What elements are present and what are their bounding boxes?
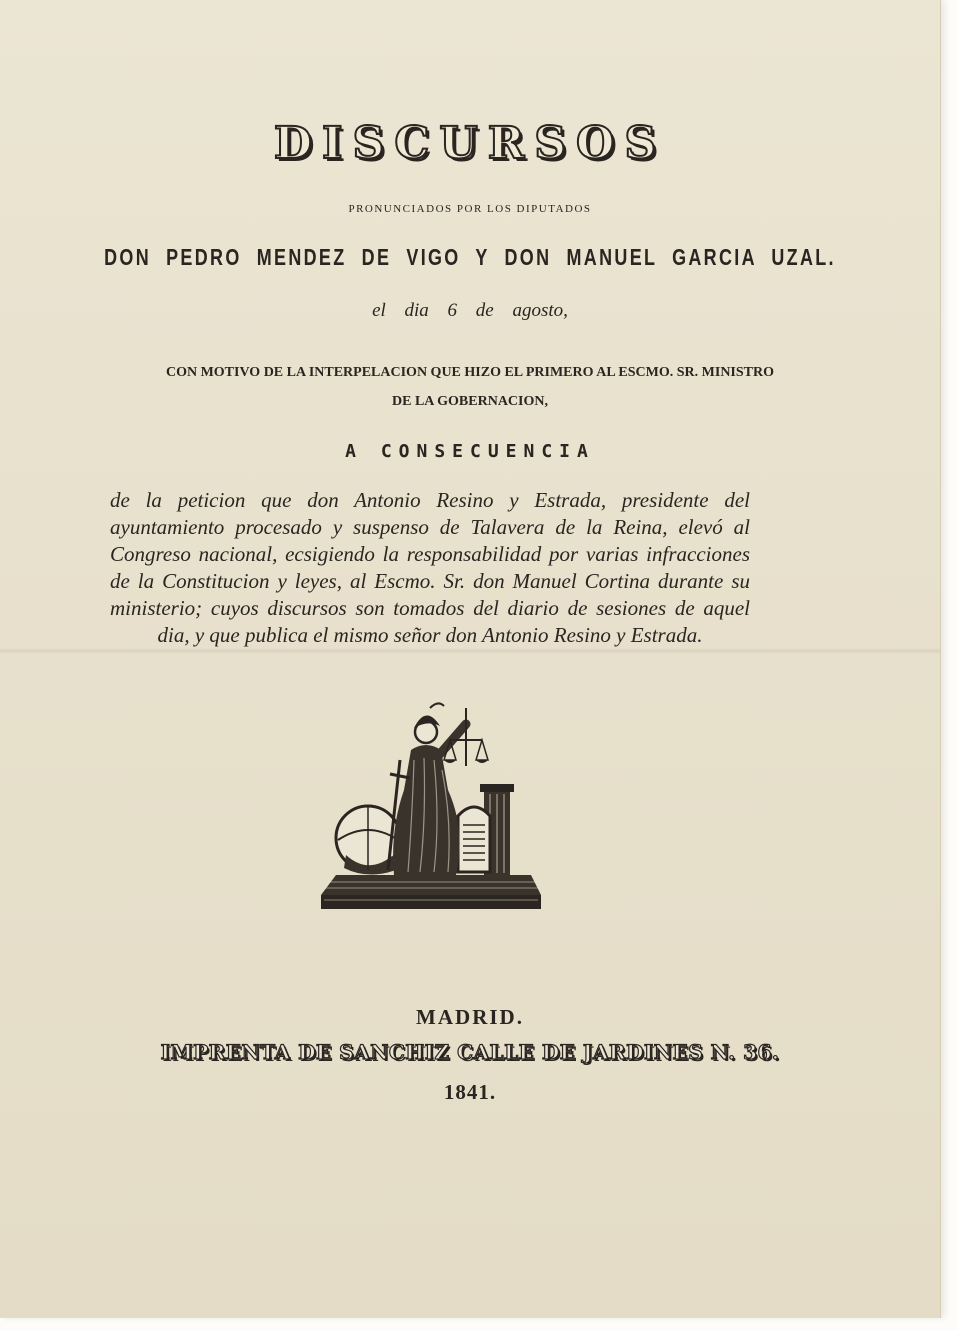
imprint-year: 1841.	[443, 1080, 497, 1104]
document-subtitle: PRONUNCIADOS POR LOS DIPUTADOS	[348, 203, 592, 215]
justice-figure-icon	[316, 690, 546, 915]
motivo-line-2: DE LA GOBERNACION,	[392, 394, 548, 409]
imprint-printer: IMPRENTA DE SANCHIZ CALLE DE JARDINES N. 36.	[160, 1040, 780, 1064]
body-paragraph: de la peticion que don Antonio Resino y Estrada, presidente del ayuntamiento procesado y suspenso de Talavera de la Reina, elevó al Congreso nacional, ecsigiendo la responsabilidad por varias infracciones de la Constitucion y leyes, al Escmo. Sr. don Manuel Cortina durante su ministerio; cuyos discursos son tomados del diario de sesiones de aquel dia, y que publica el mismo señor don Antonio Resino y Estrada.	[110, 488, 750, 647]
date-line: el dia 6 de agosto,	[372, 300, 568, 321]
speakers-line: DON PEDRO MENDEZ DE VIGO Y DON MANUEL GARCIA UZAL.	[104, 244, 836, 270]
motivo-line-1: CON MOTIVO DE LA INTERPELACION QUE HIZO EL PRIMERO AL ESCMO. SR. MINISTRO	[165, 365, 775, 380]
consecuencia-heading: A CONSECUENCIA	[345, 441, 595, 462]
document-title: DISCURSOS	[273, 118, 667, 169]
imprint-city: MADRID.	[416, 1005, 524, 1029]
motivo-block	[0, 358, 940, 416]
